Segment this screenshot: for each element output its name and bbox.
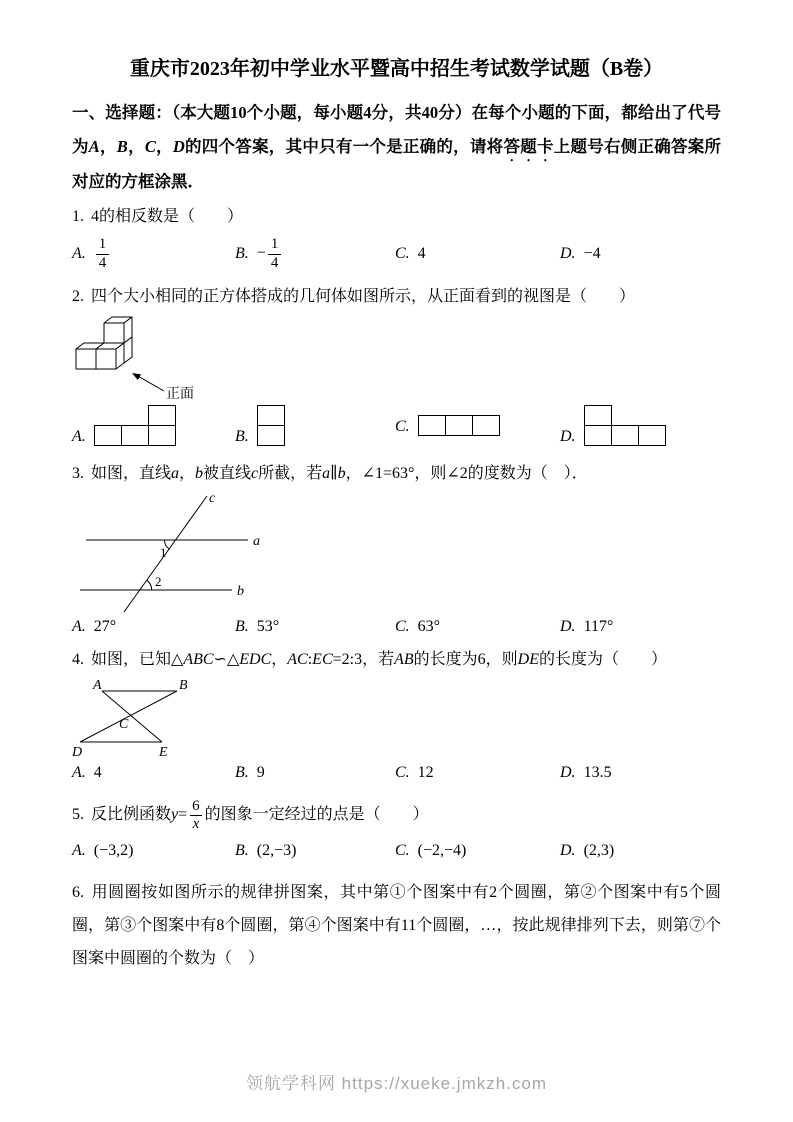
question-3-options — [72, 618, 721, 636]
question-3 — [72, 462, 721, 486]
option-d-label: D. — [560, 245, 576, 262]
option-b — [235, 764, 395, 782]
option-d — [560, 842, 721, 860]
label-point-d: D — [72, 745, 83, 760]
section-instructions: 一、选择题：（本大题10个小题，每小题4分，共40分）在每个小题的下面，都给出了代号为A，B，C，D的四个答案，其中只有一个是正确的，请将答题卡上题号右侧正确答案所对应的方框涂黑． — [72, 103, 722, 191]
option-a-label: A. — [72, 764, 86, 781]
option-c-label: C. — [395, 418, 410, 435]
option-b-figure — [257, 405, 285, 446]
option-a-value: 27° — [93, 618, 117, 635]
option-a-value: (−3,2) — [93, 841, 134, 859]
option-c-value: 12 — [417, 764, 434, 781]
label-line-b: b — [237, 584, 244, 599]
paper-title: 重庆市2023年初中学业水平暨高中招生考试数学试题（B卷） — [129, 58, 664, 80]
question-2 — [72, 285, 721, 309]
option-c — [395, 618, 560, 636]
option-a — [72, 405, 235, 446]
q4-triangles-figure — [72, 678, 207, 760]
option-b-label: B. — [235, 428, 249, 445]
option-d — [560, 245, 721, 263]
question-4-number: 4. — [72, 651, 84, 668]
option-b-value: 9 — [256, 764, 265, 781]
option-c-value: 4 — [417, 245, 426, 262]
q4-segments — [80, 691, 177, 742]
q2-cubes-figure — [72, 313, 242, 403]
option-a — [72, 234, 235, 274]
watermark-footer: 领航学科网 https://xueke.jmkzh.com — [245, 1074, 548, 1093]
option-d-value: 13.5 — [583, 764, 612, 781]
question-5-options — [72, 842, 721, 860]
option-a-figure — [94, 405, 176, 446]
question-6-stem: 用圆圈按如图所示的规律拼图案，其中第①个图案中有2个圆圈，第②个图案中有5个圆圈，第③个图案中有8个圆圈，第④个图案中有11个圆圈，…，按此规律排列下去，则第⑦个图案中圆圈的个数为（ ） — [72, 883, 721, 967]
option-b-label: B. — [235, 618, 249, 635]
option-c — [395, 245, 560, 263]
question-4-stem: 如图，已知△ABC∽△EDC，AC:EC=2:3，若AB的长度为6，则DE的长度为（ ） — [91, 651, 668, 668]
option-d-label: D. — [560, 618, 576, 635]
question-4 — [72, 648, 721, 672]
label-point-b: B — [179, 678, 188, 693]
option-a-value: $\frac{1}{4}$ — [94, 234, 112, 274]
question-1-number: 1. — [72, 208, 84, 225]
label-point-a: A — [93, 678, 102, 693]
label-angle-1: 1 — [160, 545, 167, 560]
option-c-label: C. — [395, 841, 410, 859]
question-6-number: 6. — [72, 883, 84, 901]
option-c-label: C. — [395, 245, 410, 262]
question-4-options — [72, 764, 721, 782]
option-b-label: B. — [235, 764, 249, 781]
option-a — [72, 618, 235, 636]
option-c-value: 63° — [417, 618, 441, 635]
option-b-value: 53° — [256, 618, 280, 635]
question-2-options — [72, 405, 721, 446]
option-c-label: C. — [395, 618, 410, 635]
label-line-c: c — [209, 491, 216, 506]
option-a-value: 4 — [93, 764, 102, 781]
label-angle-2: 2 — [155, 574, 162, 589]
option-d-label: D. — [560, 841, 576, 859]
option-d — [560, 405, 721, 446]
option-a — [72, 842, 235, 860]
option-b — [235, 234, 395, 274]
question-1-options — [72, 233, 721, 275]
q3-line-labels — [209, 491, 260, 599]
option-b-value: − $\frac{1}{4}$ — [257, 234, 284, 274]
option-b — [235, 405, 395, 446]
option-c — [395, 842, 560, 860]
question-2-stem: 四个大小相同的正方体搭成的几何体如图所示，从正面看到的视图是（ ） — [91, 288, 636, 305]
front-direction-arrowhead — [132, 373, 141, 380]
question-3-stem: 如图，直线a，b被直线c所截，若a∥b，∠1=63°，则∠2的度数为（ ）． — [91, 465, 588, 482]
option-b-label: B. — [235, 245, 249, 262]
option-d-value: −4 — [583, 245, 601, 262]
option-b — [235, 618, 395, 636]
question-6 — [72, 876, 721, 975]
option-c-value: (−2,−4) — [417, 841, 467, 859]
label-point-c: C — [119, 717, 129, 732]
option-c — [395, 415, 560, 436]
question-1-stem: 4的相反数是（ ） — [91, 208, 244, 225]
isometric-cubes — [76, 317, 132, 369]
q4-point-labels — [72, 678, 188, 760]
option-a-label: A. — [72, 428, 86, 445]
option-b — [235, 842, 395, 860]
question-1 — [72, 205, 721, 229]
question-5 — [72, 796, 721, 836]
question-5-number: 5. — [72, 806, 84, 824]
question-2-number: 2. — [72, 288, 84, 305]
option-d — [560, 764, 721, 782]
option-d-figure — [584, 405, 666, 446]
segment-bd — [80, 691, 177, 742]
segment-ae — [102, 691, 162, 742]
front-view-label: 正面 — [166, 387, 194, 402]
option-c-label: C. — [395, 764, 410, 781]
option-d-value: 117° — [583, 618, 614, 635]
option-d-value: (2,3) — [583, 841, 615, 859]
option-c-figure — [418, 415, 500, 436]
option-b-label: B. — [235, 841, 249, 859]
option-a-label: A. — [72, 245, 86, 262]
question-5-stem: 反比例函数y= $\frac{6}{x}$ 的图象一定经过的点是（ ） — [91, 798, 429, 833]
option-d-label: D. — [560, 764, 576, 781]
option-a-label: A. — [72, 618, 86, 635]
label-point-e: E — [159, 745, 168, 760]
question-3-number: 3. — [72, 465, 84, 482]
option-a-label: A. — [72, 841, 86, 859]
option-a — [72, 764, 235, 782]
label-line-a: a — [253, 534, 260, 549]
q3-lines-figure — [72, 490, 272, 616]
option-c — [395, 764, 560, 782]
front-direction-arrow — [136, 375, 164, 391]
option-b-value: (2,−3) — [256, 841, 297, 859]
option-d-label: D. — [560, 428, 576, 445]
option-d — [560, 618, 721, 636]
angle-2-arc — [147, 580, 152, 590]
